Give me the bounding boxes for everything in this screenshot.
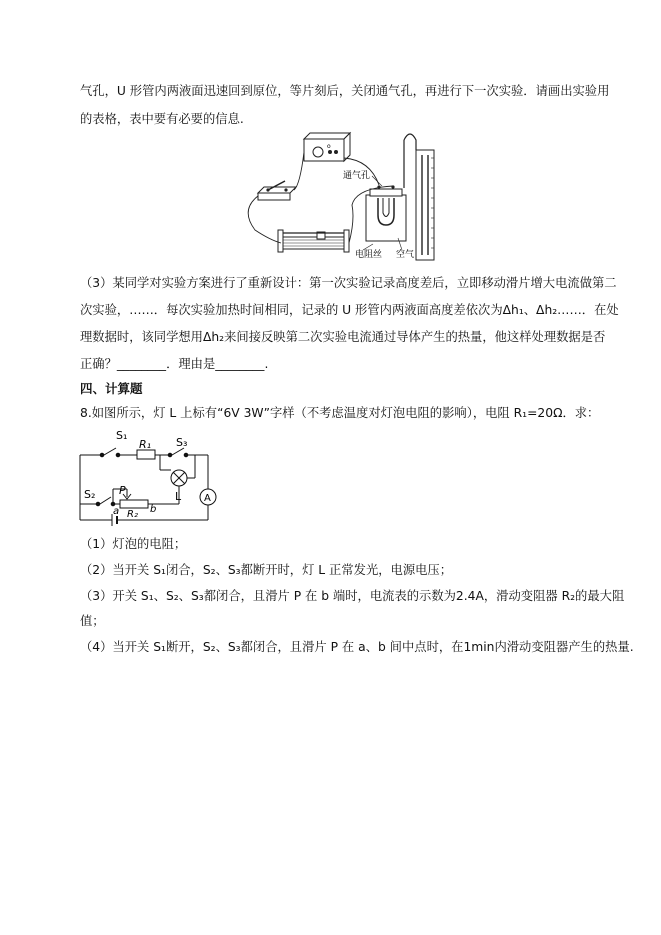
section-title: 四、计算题	[80, 381, 143, 396]
q3-line4: 正确？________．理由是________.	[80, 357, 269, 371]
label-r1: R₁	[139, 438, 152, 451]
q3-line1: （3）某同学对实验方案进行了重新设计：第一次实验记录高度差后，立即移动滑片增大电流做第二	[80, 276, 617, 290]
label-vent: 通气孔	[343, 171, 371, 181]
label-air: 空气	[396, 250, 415, 260]
para-intro-line2: 的表格，表中要有必要的信息.	[80, 112, 244, 126]
label-s2: S₂	[84, 488, 96, 501]
q8-sub3-line2: 值；	[80, 614, 105, 628]
q8-sub2: （2）当开关 S₁闭合，S₂、S₃都断开时，灯 L 正常发光，电源电压；	[80, 563, 453, 577]
label-resistance-wire: 电阻丝	[355, 250, 383, 260]
label-s3: S₃	[176, 436, 188, 449]
label-end-b: b	[150, 504, 157, 515]
q8-sub3-line1: （3）开关 S₁、S₂、S₃都闭合，且滑片 P 在 b 端时，电流表的示数为2.4A，滑动变阻器 R₂的最大阻	[80, 589, 625, 603]
label-ammeter: A	[204, 493, 211, 504]
para-intro-line1: 气孔，U 形管内两液面迅速回到原位，等片刻后，关闭通气孔，再进行下一次实验．请画出实验用	[80, 84, 610, 98]
label-end-a: a	[113, 506, 120, 517]
q8-sub4: （4）当开关 S₁断开，S₂、S₃都闭合，且滑片 P 在 a、b 间中点时，在1min内滑动变阻器产生的热量.	[80, 640, 634, 654]
label-slider: P	[119, 484, 126, 497]
q3-line2: 次实验，……．每次实验加热时间相同，记录的 U 形管内两液面高度差依次为Δh₁、Δh₂……．在处	[80, 303, 619, 317]
label-r2: R₂	[127, 509, 138, 520]
q8-stem: 8.如图所示，灯 L 上标有“6V 3W”字样（不考虑温度对灯泡电阻的影响），电阻 R₁=20Ω．求：	[80, 406, 600, 420]
q3-line3: 理数据时，该同学想用Δh₂来间接反映第二次实验电流通过导体产生的热量，他这样处理数据是否	[80, 330, 606, 344]
q8-sub1: （1）灯泡的电阻；	[80, 537, 187, 551]
label-lamp: L	[175, 490, 182, 503]
label-s1: S₁	[116, 429, 128, 442]
svg-text:o: o	[327, 143, 331, 150]
